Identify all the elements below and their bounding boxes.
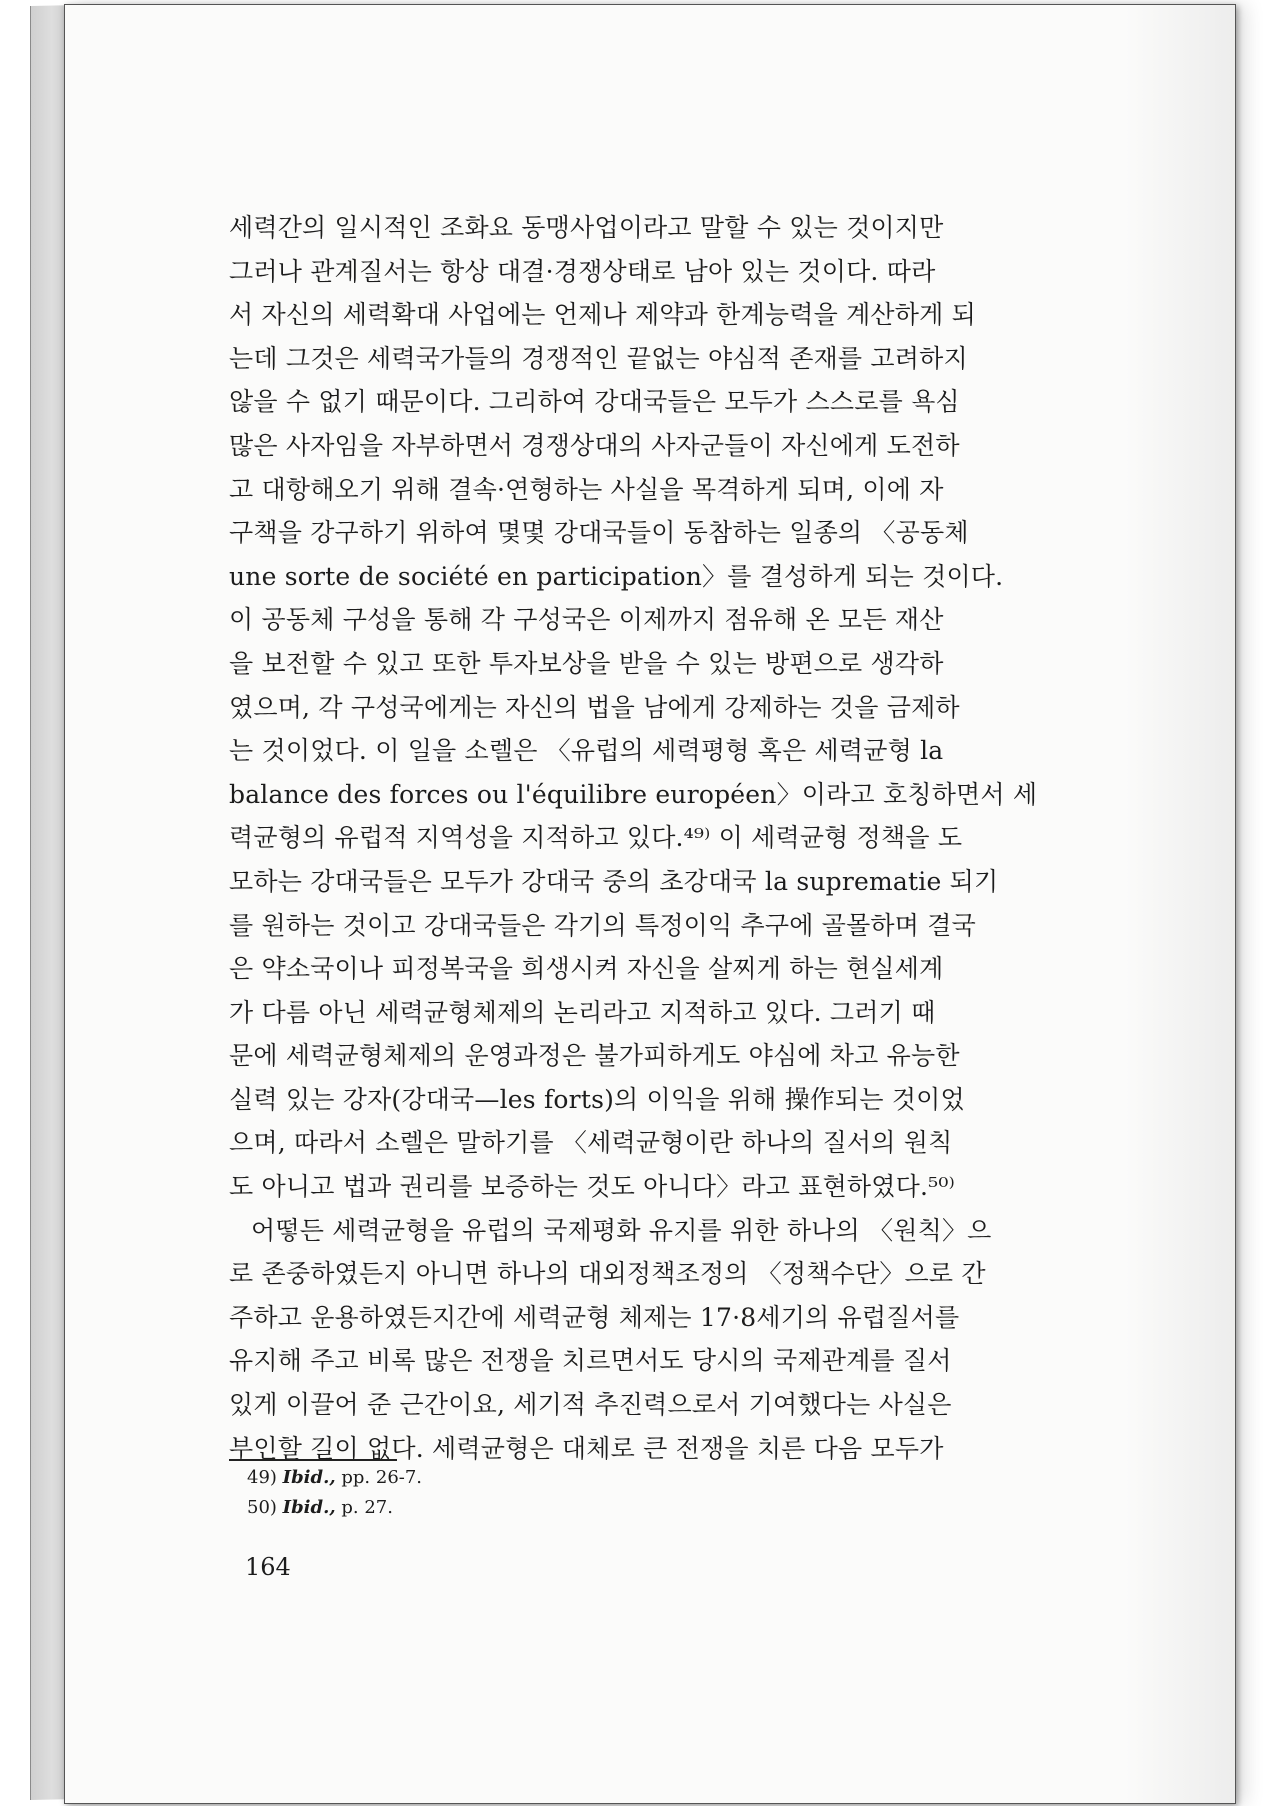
footnote-source: Ibid., xyxy=(282,1467,336,1488)
footnote-pages: p. 27. xyxy=(341,1497,393,1518)
body-text xyxy=(229,206,1141,1470)
text-line: balance des forces ou l'équilibre européen〉이라고 호칭하면서 세 xyxy=(229,779,1038,809)
page-number: 164 xyxy=(245,1553,291,1581)
footnote-source: Ibid., xyxy=(282,1497,336,1518)
text-line: 력균형의 유럽적 지역성을 지적하고 있다.⁴⁹⁾ 이 세력균형 정책을 도 xyxy=(229,823,963,853)
text-line: 구책을 강구하기 위하여 몇몇 강대국들이 동참하는 일종의 〈공동체 xyxy=(229,518,969,548)
text-line: 그러나 관계질서는 항상 대결·경쟁상태로 남아 있는 것이다. 따라 xyxy=(229,256,936,286)
footnote-number: 49) xyxy=(247,1467,277,1488)
text-line: 는데 그것은 세력국가들의 경쟁적인 끝없는 야심적 존재를 고려하지 xyxy=(229,343,968,373)
text-line: une sorte de société en participation〉를 결성하게 되는 것이다. xyxy=(229,561,1004,591)
text-line: 주하고 운용하였든지간에 세력균형 체제는 17·8세기의 유럽질서를 xyxy=(229,1302,960,1332)
text-line: 문에 세력균형체제의 운영과정은 불가피하게도 야심에 차고 유능한 xyxy=(229,1041,960,1071)
text-line: 도 아니고 법과 권리를 보증하는 것도 아니다〉라고 표현하였다.⁵⁰⁾ xyxy=(229,1172,955,1202)
text-line: 으며, 따라서 소렐은 말하기를 〈세력균형이란 하나의 질서의 원칙 xyxy=(229,1128,953,1158)
text-line: 는 것이었다. 이 일을 소렐은 〈유럽의 세력평형 혹은 세력균형 la xyxy=(229,736,944,766)
footnote-divider xyxy=(229,1459,397,1461)
text-line: 였으며, 각 구성국에게는 자신의 법을 남에게 강제하는 것을 금제하 xyxy=(229,692,960,722)
footnote-number: 50) xyxy=(247,1497,277,1518)
footnotes xyxy=(247,1463,422,1523)
text-line: 서 자신의 세력확대 사업에는 언제나 제약과 한계능력을 계산하게 되 xyxy=(229,300,976,330)
book-page xyxy=(64,4,1236,1804)
text-line: 를 원하는 것이고 강대국들은 각기의 특정이익 추구에 골몰하며 결국 xyxy=(229,910,976,940)
footnote-49 xyxy=(247,1463,422,1493)
text-line: 부인할 길이 없다. 세력균형은 대체로 큰 전쟁을 치른 다음 모두가 xyxy=(229,1433,944,1463)
paragraph-start-line: 어떻든 세력균형을 유럽의 국제평화 유지를 위한 하나의 〈원칙〉으 xyxy=(251,1215,992,1245)
text-line: 이 공동체 구성을 통해 각 구성국은 이제까지 점유해 온 모든 재산 xyxy=(229,605,944,635)
text-line: 은 약소국이나 피정복국을 희생시켜 자신을 살찌게 하는 현실세계 xyxy=(229,954,944,984)
text-line: 실력 있는 강자(강대국—les forts)의 이익을 위해 操作되는 것이었 xyxy=(229,1084,965,1114)
text-line: 않을 수 없기 때문이다. 그리하여 강대국들은 모두가 스스로를 욕심 xyxy=(229,387,960,417)
text-line: 있게 이끌어 준 근간이요, 세기적 추진력으로서 기여했다는 사실은 xyxy=(229,1390,952,1420)
text-line: 을 보전할 수 있고 또한 투자보상을 받을 수 있는 방편으로 생각하 xyxy=(229,648,944,678)
text-line: 세력간의 일시적인 조화요 동맹사업이라고 말할 수 있는 것이지만 xyxy=(229,213,944,242)
text-line: 고 대항해오기 위해 결속·연형하는 사실을 목격하게 되며, 이에 자 xyxy=(229,474,944,504)
text-line: 많은 사자임을 자부하면서 경쟁상대의 사자군들이 자신에게 도전하 xyxy=(229,430,960,460)
footnote-pages: pp. 26-7. xyxy=(341,1467,423,1488)
footnote-50 xyxy=(247,1493,422,1523)
text-line: 가 다름 아닌 세력균형체제의 논리라고 지적하고 있다. 그러기 때 xyxy=(229,997,936,1027)
text-line: 로 존중하였든지 아니면 하나의 대외정책조정의 〈정책수단〉으로 간 xyxy=(229,1259,986,1289)
text-line: 모하는 강대국들은 모두가 강대국 중의 초강대국 la suprematie 되기 xyxy=(229,866,999,896)
text-line: 유지해 주고 비록 많은 전쟁을 치르면서도 당시의 국제관계를 질서 xyxy=(229,1346,952,1376)
